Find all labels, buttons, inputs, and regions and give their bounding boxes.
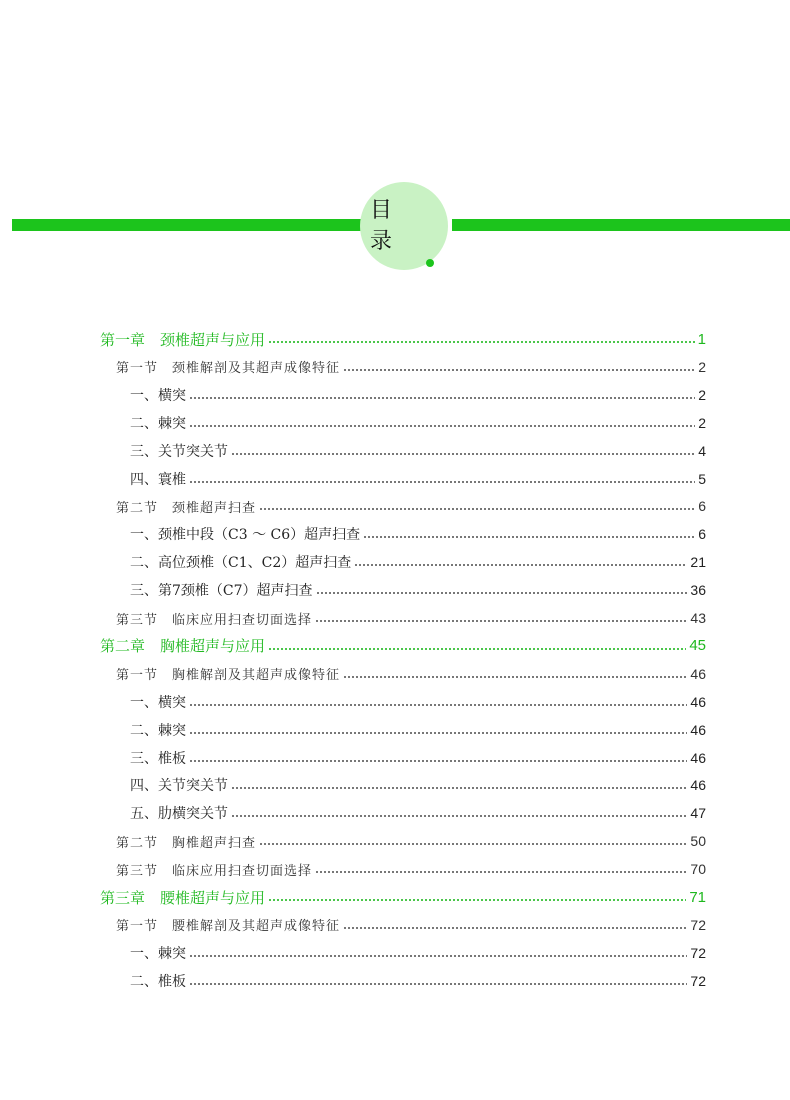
toc-section-entry[interactable] — [116, 493, 706, 519]
toc-entry-label: 第三节 临床应用扫查切面选择 — [116, 612, 313, 628]
toc-leader-dots — [189, 397, 695, 399]
toc-entry-label: 第一章 颈椎超声与应用 — [100, 331, 266, 349]
toc-section-entry[interactable] — [116, 661, 706, 687]
toc-entry-label: 一、棘突 — [130, 945, 186, 962]
toc-subsection-entry[interactable] — [130, 800, 706, 826]
toc-page-number: 4 — [698, 442, 706, 459]
toc-leader-dots — [189, 955, 687, 957]
toc-page-number: 46 — [690, 777, 706, 794]
toc-section-entry[interactable] — [116, 856, 706, 882]
toc-leader-dots — [231, 787, 687, 789]
toc-page-number: 6 — [698, 498, 706, 515]
toc-leader-dots — [231, 453, 695, 455]
toc-leader-dots — [343, 369, 695, 371]
toc-subsection-entry[interactable] — [130, 466, 706, 492]
toc-entry-label: 三、椎板 — [130, 750, 186, 767]
toc-entry-label: 第三章 腰椎超声与应用 — [100, 889, 266, 907]
toc-subsection-entry[interactable] — [130, 577, 706, 603]
toc-page-number: 43 — [690, 610, 706, 626]
toc-leader-dots — [343, 676, 687, 678]
toc-subsection-entry[interactable] — [130, 689, 706, 715]
toc-entry-label: 第二节 胸椎超声扫查 — [116, 835, 257, 851]
toc-leader-dots — [315, 620, 687, 622]
toc-entry-label: 第三节 临床应用扫查切面选择 — [116, 863, 313, 879]
toc-section-entry[interactable] — [116, 912, 706, 938]
toc-subsection-entry[interactable] — [130, 382, 706, 408]
page-title: 目 录 — [370, 198, 405, 254]
toc-page-number: 2 — [698, 386, 706, 403]
toc-leader-dots — [189, 425, 695, 427]
toc-page-number: 2 — [698, 358, 706, 375]
toc-subsection-entry[interactable] — [130, 521, 706, 547]
toc-entry-label: 第一节 腰椎解剖及其超声成像特征 — [116, 919, 341, 935]
toc-leader-dots — [268, 648, 686, 650]
toc-page-number: 72 — [690, 916, 706, 933]
toc-leader-dots — [189, 732, 687, 734]
toc-subsection-entry[interactable] — [130, 940, 706, 966]
toc-leader-dots — [189, 983, 687, 985]
toc-entry-label: 三、第7颈椎（C7）超声扫查 — [130, 583, 313, 600]
toc-chapter-entry[interactable] — [100, 326, 706, 352]
toc-subsection-entry[interactable] — [130, 410, 706, 436]
toc-page-number: 46 — [690, 749, 706, 766]
toc-leader-dots — [354, 564, 687, 566]
toc-subsection-entry[interactable] — [130, 438, 706, 464]
toc-page-number: 2 — [698, 414, 706, 431]
toc-leader-dots — [189, 760, 687, 762]
toc-entry-label: 第一节 胸椎解剖及其超声成像特征 — [116, 668, 341, 684]
toc-page-number: 72 — [690, 972, 706, 989]
title-dot — [426, 259, 434, 267]
toc-leader-dots — [259, 843, 687, 845]
toc-page-number: 50 — [690, 833, 706, 850]
toc-leader-dots — [259, 508, 695, 510]
toc-subsection-entry[interactable] — [130, 717, 706, 743]
toc-leader-dots — [268, 899, 686, 901]
toc-entry-label: 二、椎板 — [130, 973, 186, 990]
toc-subsection-entry[interactable] — [130, 745, 706, 771]
toc-leader-dots — [316, 592, 688, 594]
header-rule-left — [12, 219, 362, 231]
toc-entry-label: 第一节 颈椎解剖及其超声成像特征 — [116, 361, 341, 377]
toc-entry-label: 一、横突 — [130, 387, 186, 404]
toc-page-number: 5 — [698, 470, 706, 487]
toc-entry-label: 五、肋横突关节 — [130, 806, 228, 823]
toc-subsection-entry[interactable] — [130, 772, 706, 798]
toc-page-number: 72 — [690, 944, 706, 961]
toc-chapter-entry[interactable] — [100, 633, 706, 659]
toc-entry-label: 二、高位颈椎（C1、C2）超声扫查 — [130, 555, 352, 572]
title-badge — [360, 182, 448, 270]
toc-leader-dots — [231, 815, 687, 817]
toc-section-entry[interactable] — [116, 354, 706, 380]
toc-entry-label: 一、横突 — [130, 694, 186, 711]
toc-entry-label: 第二节 颈椎超声扫查 — [116, 500, 257, 516]
toc-page-number: 47 — [690, 805, 706, 822]
toc-section-entry[interactable] — [116, 605, 706, 631]
toc-page-number: 70 — [690, 861, 706, 878]
toc-leader-dots — [363, 536, 695, 538]
toc-leader-dots — [189, 704, 687, 706]
toc-chapter-entry[interactable] — [100, 884, 706, 910]
toc-subsection-entry[interactable] — [130, 549, 706, 575]
toc-page-number: 46 — [690, 721, 706, 738]
toc-page-number: 46 — [690, 665, 706, 682]
toc-entry-label: 四、寰椎 — [130, 471, 186, 488]
toc-page-number: 71 — [689, 888, 706, 906]
toc-entry-label: 二、棘突 — [130, 415, 186, 432]
toc-subsection-entry[interactable] — [130, 968, 706, 994]
toc-page-number: 6 — [698, 526, 706, 543]
header-rule-right — [452, 219, 790, 231]
toc-page-number: 1 — [697, 330, 706, 348]
toc-entry-label: 三、关节突关节 — [130, 443, 228, 460]
toc-entry-label: 二、棘突 — [130, 722, 186, 739]
toc-entry-label: 四、关节突关节 — [130, 778, 228, 795]
toc-page-number: 45 — [689, 637, 706, 655]
toc-page-number: 21 — [690, 554, 706, 571]
toc-page-number: 36 — [690, 582, 706, 599]
toc-leader-dots — [315, 871, 687, 873]
toc-leader-dots — [268, 341, 695, 343]
toc-section-entry[interactable] — [116, 828, 706, 854]
toc-entry-label: 第二章 胸椎超声与应用 — [100, 638, 266, 656]
toc-page-number: 46 — [690, 693, 706, 710]
toc-leader-dots — [189, 481, 695, 483]
toc-entry-label: 一、颈椎中段（C3 ～ C6）超声扫查 — [130, 527, 361, 544]
toc-leader-dots — [343, 927, 687, 929]
